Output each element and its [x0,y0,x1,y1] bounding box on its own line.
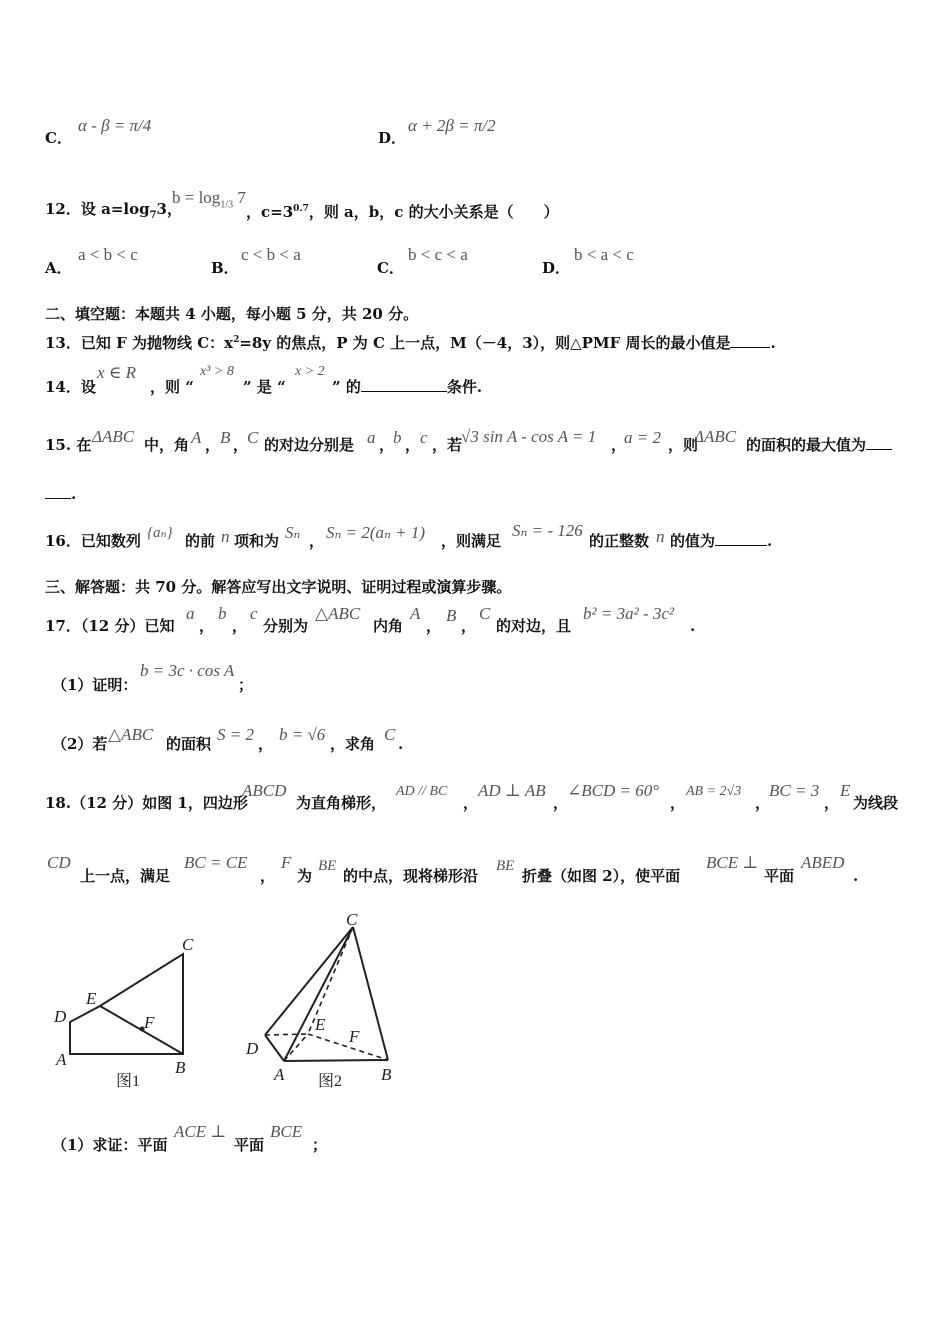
math-expression: BE [496,858,515,874]
question-text: ，则 [668,436,699,454]
question-text: ， [379,436,395,454]
question-text: ， [553,794,569,812]
question-text: ， [461,617,477,635]
question-text: 18.（12 分）如图 1，四边形 [45,794,248,812]
math-expression: b = 3c · cos A [140,661,235,680]
question-text: 为 [297,867,313,885]
question-text: ” 的 条件. [332,378,483,396]
answer-blank[interactable] [45,484,71,499]
edge-CD [265,927,353,1035]
math-expression: △ABC [315,604,361,623]
math-expression: c [420,428,428,447]
label-C: C [346,910,358,929]
label-D: D [246,1039,259,1058]
question-text: 中，角 [144,436,190,454]
label-E: E [315,1015,326,1034]
question-text: 的对边，且 [496,617,572,635]
math-expression: BC = 3 [769,781,820,800]
math-expression: b² = 3a² - 3c² [583,604,674,623]
math-expression: CD [47,853,71,872]
label-B: B [175,1058,186,1077]
question-text: ， [426,617,442,635]
question-text: ， [824,794,840,812]
label-A: A [274,1065,285,1084]
question-text: 内角 [373,617,404,635]
question-text: ， [199,617,215,635]
math-expression: x³ > 8 [200,364,234,379]
question-text: 的值为 . [670,532,773,550]
question-text: ， [258,735,274,753]
sub-question-label: （1）证明： [52,676,138,694]
question-text: . [690,617,696,635]
edge-DA [265,1035,284,1061]
question-text: ，若 [432,436,463,454]
math-expression: △ABC [108,725,154,744]
question-text: . [398,735,404,753]
math-expression: ABED [801,853,845,872]
math-expression: C [479,604,491,623]
option-label: A． [45,259,72,277]
question-text: 的面积的最大值为 [746,435,892,455]
option-label: D． [378,129,407,147]
question-text: 16．已知数列 [45,532,141,550]
label-D: D [54,1007,67,1026]
math-expression: Sₙ = - 126 [512,521,583,540]
figure-caption: 图1 [116,1073,141,1090]
question-text: ， [309,532,325,550]
option-expression: b < a < c [574,245,634,264]
math-expression: b [393,428,402,447]
math-expression: x ∈ R [97,363,137,382]
math-expression: a [186,604,195,623]
question-text: 的面积 [166,735,212,753]
math-expression: S = 2 [217,725,254,744]
question-13: 13．已知 F 为抛物线 C：$x^2=8y$ 的焦点，P 为 C 上一点，M（－4，3），则△PMF 周长的最小值是 . [45,334,776,352]
label-E: E [86,989,97,1008]
math-expression: AD ⊥ AB [478,781,546,800]
question-text: . [853,867,859,885]
math-expression: ABCD [242,781,287,800]
option-expression: a < b < c [78,245,138,264]
math-expression: A [191,428,202,447]
math-expression: α + 2β = π/2 [408,116,496,135]
math-expression: A [410,604,421,623]
label-B: B [381,1065,392,1084]
question-text: 项和为 [234,532,280,550]
question-text: 折叠（如图 2），使平面 [522,867,681,885]
math-expression: Sₙ = 2(aₙ + 1) [326,523,426,542]
edge-DE-hidden [265,1034,308,1035]
label-F: F [144,1013,155,1032]
label-C: C [182,935,194,954]
answer-blank[interactable] [715,531,767,546]
math-expression: ∠BCD = 60° [567,781,660,800]
label-A: A [56,1050,67,1069]
question-text: 上一点，满足 [80,867,171,885]
edge-EB-hidden [308,1034,388,1060]
question-text: ， [611,436,627,454]
label-F: F [349,1027,360,1046]
question-text: 15. 在 [45,436,92,454]
sub-question-label: （2）若 [52,735,108,753]
math-expression: {aₙ} [147,525,173,541]
option-expression: c < b < a [241,245,301,264]
option-label: B． [211,259,239,277]
question-text: 的中点，现将梯形沿 [343,867,479,885]
math-log-expression: $b = \log_{1/3} 7$ [172,188,246,211]
math-expression: BE [318,858,337,874]
question-text: ，求角 [330,735,376,753]
edge-AB [284,1060,388,1061]
question-text: 平面 [764,867,795,885]
question-text: ； [312,1136,328,1154]
question-text: ，则 “ [150,378,194,396]
figure-1-trapezoid [40,930,210,1090]
math-expression: AB = 2√3 [686,784,742,799]
question-text: ； [238,676,254,694]
question-text: 平面 [234,1136,265,1154]
question-text: 的对边分别是 [264,436,355,454]
math-expression: x > 2 [295,364,325,379]
math-expression: Sₙ [285,523,301,542]
question-text: 为直角梯形， [296,794,387,812]
sub-question-label: （1）求证：平面 [52,1136,168,1154]
option-label: C． [45,129,72,147]
math-expression: B [220,428,231,447]
math-expression: F [281,853,292,872]
math-expression: AD // BC [396,784,448,799]
figure-2-folded-solid [236,905,406,1090]
math-expression: a = 2 [624,428,661,447]
math-expression: a [367,428,376,447]
math-expression: c [250,604,258,623]
question-text: ， [755,794,771,812]
section-heading: 二、填空题：本题共 4 小题，每小题 5 分，共 20 分。 [45,305,419,323]
option-label: C． [377,259,404,277]
question-text: ，则满足 [441,532,502,550]
answer-blank[interactable] [866,435,892,450]
math-expression: n [221,527,230,546]
math-expression: b = √6 [279,725,326,744]
question-text: 的前 [185,532,216,550]
question-text: 的正整数 [589,532,650,550]
option-expression: b < c < a [408,245,468,264]
question-text: ， [670,794,686,812]
math-expression: C [384,725,396,744]
question-stem: ，$c=3^{0.7}$，则 a，b，c 的大小关系是（ ） [246,203,559,221]
math-expression: BC = CE [184,853,248,872]
question-text: 为线段 [853,794,899,812]
math-expression: α - β = π/4 [78,116,152,135]
option-label: D． [542,259,571,277]
math-expression: BCE [270,1122,303,1141]
question-text: ， [233,436,249,454]
question-text: 分别为 [263,617,309,635]
question-text: ， [205,436,221,454]
math-expression: ΔABC [92,427,135,446]
figure-caption: 图2 [318,1073,343,1090]
math-expression: BCE ⊥ [706,853,759,872]
question-text: 14．设 [45,378,96,396]
question-text: . [45,484,76,504]
section-heading: 三、解答题：共 70 分。解答应写出文字说明、证明过程或演算步骤。 [45,578,512,596]
edge-CA [284,927,353,1061]
math-expression: √3 sin A - cos A = 1 [461,427,597,446]
math-expression: E [840,781,851,800]
math-expression: ΔABC [694,427,737,446]
answer-blank[interactable] [730,333,770,348]
question-text: ， [232,617,248,635]
math-expression: C [247,428,259,447]
math-expression: n [656,527,665,546]
math-expression: b [218,604,227,623]
math-expression: ACE ⊥ [174,1122,227,1141]
question-text: ” 是 “ [243,378,286,396]
question-text: ， [463,794,479,812]
math-expression: B [446,606,457,625]
question-stem: 12．设 $a=\log_73$， [45,200,182,221]
question-text: ， [405,436,421,454]
question-text: ， [260,867,276,885]
answer-blank[interactable] [361,377,447,392]
question-text: 17．（12 分）已知 [45,617,175,635]
